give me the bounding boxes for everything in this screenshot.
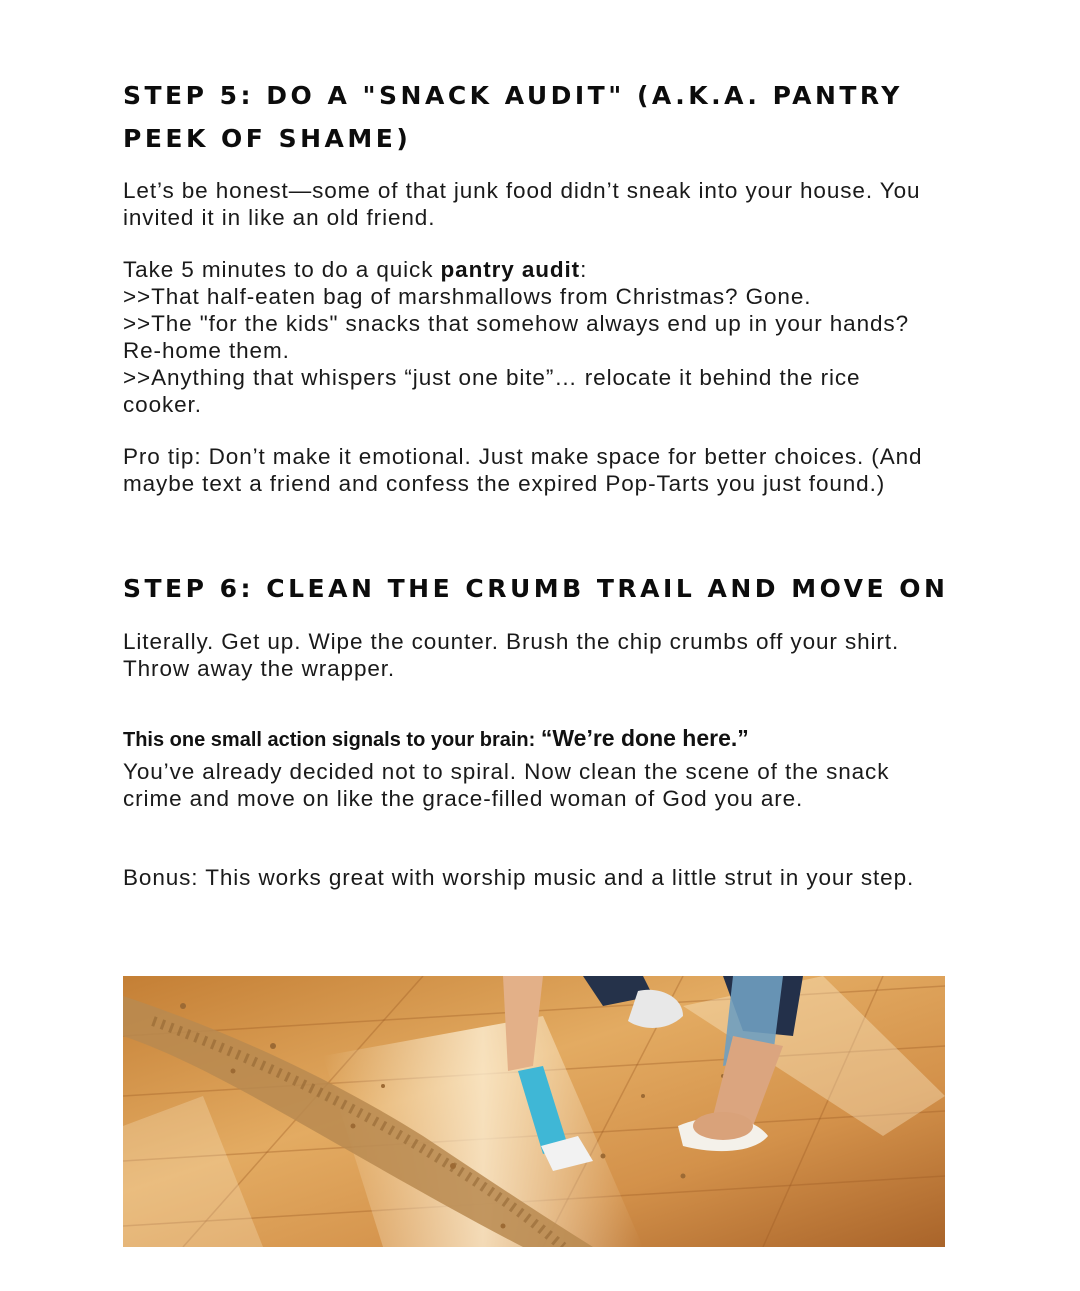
step5-heading: STEP 5: DO A "SNACK AUDIT" (A.K.A. PANTRY PEEK OF SHAME) (123, 81, 903, 153)
signal-prefix: This one small action signals to your brain: (123, 729, 541, 751)
audit-item-1: >>That half-eaten bag of marshmallows from Christmas? Gone. (123, 284, 812, 309)
bonus-paragraph: Bonus: This works great with worship music and a little strut in your step. (123, 865, 915, 890)
pro-tip-paragraph: Pro tip: Don’t make it emotional. Just make space for better choices. (And maybe text a friend and confess the expired Pop-Tarts you just found.) (123, 444, 923, 496)
step6-intro-paragraph: Literally. Get up. Wipe the counter. Brush the chip crumbs off your shirt. Throw away the wrapper. (123, 629, 900, 681)
crumb-cleaning-illustration (123, 976, 945, 1247)
step5-intro-paragraph: Let’s be honest—some of that junk food didn’t sneak into your house. You invited it in like an old friend. (123, 178, 921, 230)
step6-heading: STEP 6: CLEAN THE CRUMB TRAIL AND MOVE ON (123, 574, 949, 603)
pantry-audit-colon: : (580, 257, 588, 282)
signal-quote: “We’re done here.” (540, 725, 749, 751)
audit-item-3: >>Anything that whispers “just one bite”… relocate it behind the rice cooker. (123, 365, 861, 417)
pantry-audit-block (123, 256, 943, 418)
pantry-audit-bold: pantry audit (440, 257, 581, 282)
audit-item-2: >>The "for the kids" snacks that somehow always end up in your hands? Re-home them. (123, 311, 909, 363)
pantry-audit-intro-text: Take 5 minutes to do a quick (123, 257, 441, 282)
pantry-audit-intro (123, 256, 943, 283)
spiral-paragraph: You’ve already decided not to spiral. Now clean the scene of the snack crime and move on like the grace-filled woman of God you are. (123, 759, 890, 811)
signal-statement (123, 723, 953, 755)
crumb-cleaning-photo (123, 976, 945, 1247)
